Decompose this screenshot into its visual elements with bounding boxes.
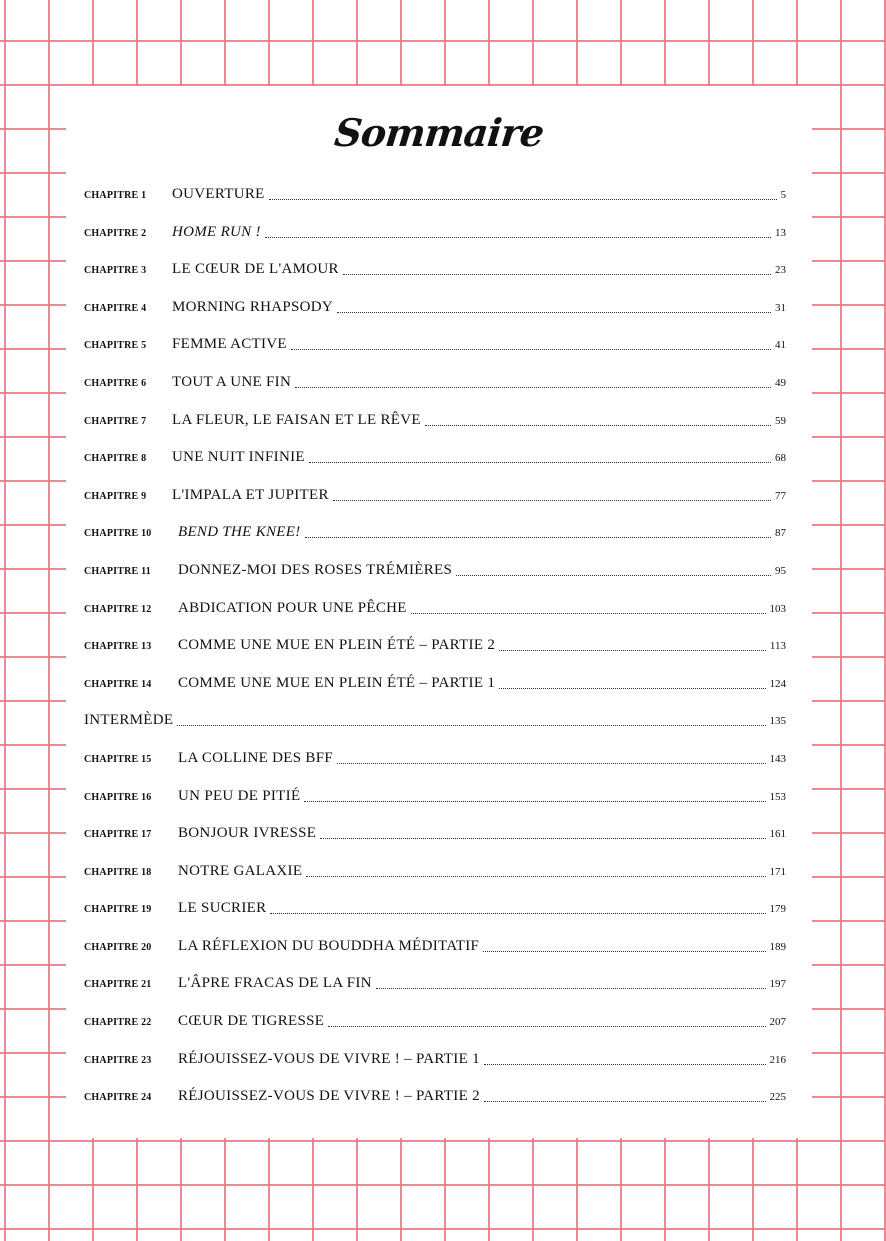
chapter-title: DONNEZ-MOI DES ROSES TRÉMIÈRES [178, 561, 453, 578]
chapter-label: CHAPITRE 3 [84, 265, 147, 277]
toc-row[interactable] [84, 371, 786, 409]
page-number: 135 [769, 715, 786, 728]
chapter-label: CHAPITRE 9 [84, 490, 147, 502]
chapter-label: CHAPITRE 12 [84, 603, 152, 615]
page-number: 68 [775, 452, 786, 465]
page-number: 77 [775, 489, 786, 502]
chapter-label: CHAPITRE 11 [84, 565, 151, 577]
chapter-title: COMME UNE MUE EN PLEIN ÉTÉ – PARTIE 2 [178, 637, 496, 654]
dot-leader [337, 296, 771, 313]
toc-row[interactable] [84, 672, 786, 710]
page-number: 41 [775, 339, 786, 352]
chapter-label: CHAPITRE 6 [84, 377, 147, 389]
chapter-title: INTERMÈDE [84, 712, 174, 729]
page-number: 13 [775, 226, 786, 239]
dot-leader [484, 1085, 766, 1102]
dot-leader [306, 860, 765, 877]
toc-row[interactable] [84, 972, 786, 1010]
chapter-title: LA RÉFLEXION DU BOUDDHA MÉDITATIF [178, 937, 480, 954]
dot-leader [270, 897, 765, 914]
chapter-label: CHAPITRE 13 [84, 641, 152, 653]
toc-row[interactable] [84, 1085, 786, 1123]
chapter-title: BONJOUR IVRESSE [178, 825, 317, 842]
dot-leader [309, 446, 771, 463]
page-number: 103 [769, 602, 786, 615]
chapter-title: RÉJOUISSEZ-VOUS DE VIVRE ! – PARTIE 1 [178, 1050, 480, 1067]
dot-leader [333, 484, 771, 501]
page-number: 87 [775, 527, 786, 540]
toc-row[interactable] [84, 1010, 786, 1048]
chapter-label: CHAPITRE 8 [84, 453, 147, 465]
dot-leader [305, 521, 771, 538]
chapter-label: CHAPITRE 20 [84, 941, 152, 953]
toc-row[interactable] [84, 822, 786, 860]
page-number: 216 [769, 1053, 786, 1066]
dot-leader [337, 747, 766, 764]
page-number: 171 [769, 865, 786, 878]
toc-row[interactable] [84, 446, 786, 484]
chapter-label: CHAPITRE 21 [84, 979, 152, 991]
dot-leader [456, 559, 771, 576]
page-number: 161 [769, 828, 786, 841]
page-number: 225 [769, 1091, 786, 1104]
chapter-title: HOME RUN ! [172, 223, 261, 240]
toc-row[interactable] [84, 484, 786, 522]
chapter-label: CHAPITRE 23 [84, 1054, 152, 1066]
chapter-label: CHAPITRE 16 [84, 791, 152, 803]
page-number: 59 [775, 414, 786, 427]
page-number: 95 [775, 564, 786, 577]
dot-leader [304, 785, 765, 802]
chapter-label: CHAPITRE 2 [84, 227, 147, 239]
chapter-label: CHAPITRE 19 [84, 904, 152, 916]
page-number: 5 [780, 189, 786, 201]
chapter-title: L'IMPALA ET JUPITER [172, 486, 329, 503]
toc-row[interactable] [84, 1048, 786, 1086]
dot-leader [484, 1048, 766, 1065]
chapter-title: COMME UNE MUE EN PLEIN ÉTÉ – PARTIE 1 [178, 674, 496, 691]
chapter-title: TOUT A UNE FIN [172, 373, 292, 390]
dot-leader [295, 371, 771, 388]
page-number: 113 [769, 640, 786, 653]
toc-sheet [66, 86, 812, 1138]
chapter-title: OUVERTURE [172, 186, 265, 202]
chapter-title: LA COLLINE DES BFF [178, 749, 333, 766]
chapter-title: FEMME ACTIVE [172, 336, 287, 353]
page-number: 153 [769, 790, 786, 803]
page-number: 124 [769, 677, 786, 690]
dot-leader [376, 972, 766, 989]
dot-leader [291, 333, 771, 350]
chapter-title: L'ÂPRE FRACAS DE LA FIN [178, 975, 372, 992]
toc-row[interactable] [84, 183, 786, 221]
page-number: 23 [775, 264, 786, 277]
dot-leader [269, 183, 777, 200]
page-number: 31 [775, 301, 786, 314]
chapter-title: LE CŒUR DE L'AMOUR [172, 261, 339, 278]
chapter-title: NOTRE GALAXIE [178, 862, 303, 879]
toc-row[interactable] [84, 559, 786, 597]
toc-row[interactable] [84, 296, 786, 334]
toc-row[interactable] [84, 897, 786, 935]
chapter-label: CHAPITRE 17 [84, 829, 152, 841]
chapter-label: CHAPITRE 15 [84, 753, 152, 765]
page-title: Sommaire [332, 110, 546, 155]
toc-row[interactable] [84, 935, 786, 973]
chapter-label: CHAPITRE 14 [84, 678, 152, 690]
dot-leader [499, 634, 766, 651]
dot-leader [483, 935, 765, 952]
chapter-label: CHAPITRE 18 [84, 866, 152, 878]
toc-row[interactable] [84, 597, 786, 635]
page-number: 179 [769, 903, 786, 916]
table-of-contents [84, 183, 786, 1123]
page-number: 49 [775, 376, 786, 389]
toc-row[interactable] [84, 221, 786, 259]
page-number: 197 [769, 978, 786, 991]
chapter-title: UNE NUIT INFINIE [172, 449, 305, 466]
chapter-title: ABDICATION POUR UNE PÊCHE [178, 599, 407, 616]
toc-row[interactable] [84, 333, 786, 371]
dot-leader [425, 409, 771, 426]
dot-leader [265, 221, 771, 238]
toc-row[interactable] [84, 634, 786, 672]
chapter-title: LE SUCRIER [178, 900, 267, 917]
dot-leader [320, 822, 765, 839]
chapter-title: CŒUR DE TIGRESSE [178, 1013, 325, 1030]
page-number: 207 [769, 1016, 786, 1029]
page-number: 189 [769, 940, 786, 953]
dot-leader [343, 258, 771, 275]
toc-row[interactable] [84, 409, 786, 447]
dot-leader [411, 597, 766, 614]
toc-row[interactable] [84, 747, 786, 785]
chapter-label: CHAPITRE 5 [84, 340, 147, 352]
chapter-label: CHAPITRE 4 [84, 302, 147, 314]
toc-row[interactable] [84, 785, 786, 823]
dot-leader [328, 1010, 765, 1027]
toc-row[interactable] [84, 521, 786, 559]
chapter-label: CHAPITRE 22 [84, 1017, 152, 1029]
chapter-title: RÉJOUISSEZ-VOUS DE VIVRE ! – PARTIE 2 [178, 1088, 480, 1105]
chapter-title: BEND THE KNEE! [178, 524, 301, 541]
page-number: 143 [769, 752, 786, 765]
dot-leader [499, 672, 765, 689]
toc-row[interactable] [84, 258, 786, 296]
chapter-label: CHAPITRE 10 [84, 528, 152, 540]
dot-leader [177, 709, 765, 726]
chapter-label: CHAPITRE 1 [84, 190, 147, 201]
chapter-label: CHAPITRE 7 [84, 415, 147, 427]
toc-row[interactable] [84, 860, 786, 898]
chapter-title: UN PEU DE PITIÉ [178, 787, 301, 804]
chapter-title: LA FLEUR, LE FAISAN ET LE RÊVE [172, 411, 421, 428]
chapter-label: CHAPITRE 24 [84, 1092, 152, 1104]
chapter-title: MORNING RHAPSODY [172, 298, 334, 315]
toc-row-interlude[interactable] [84, 709, 786, 747]
